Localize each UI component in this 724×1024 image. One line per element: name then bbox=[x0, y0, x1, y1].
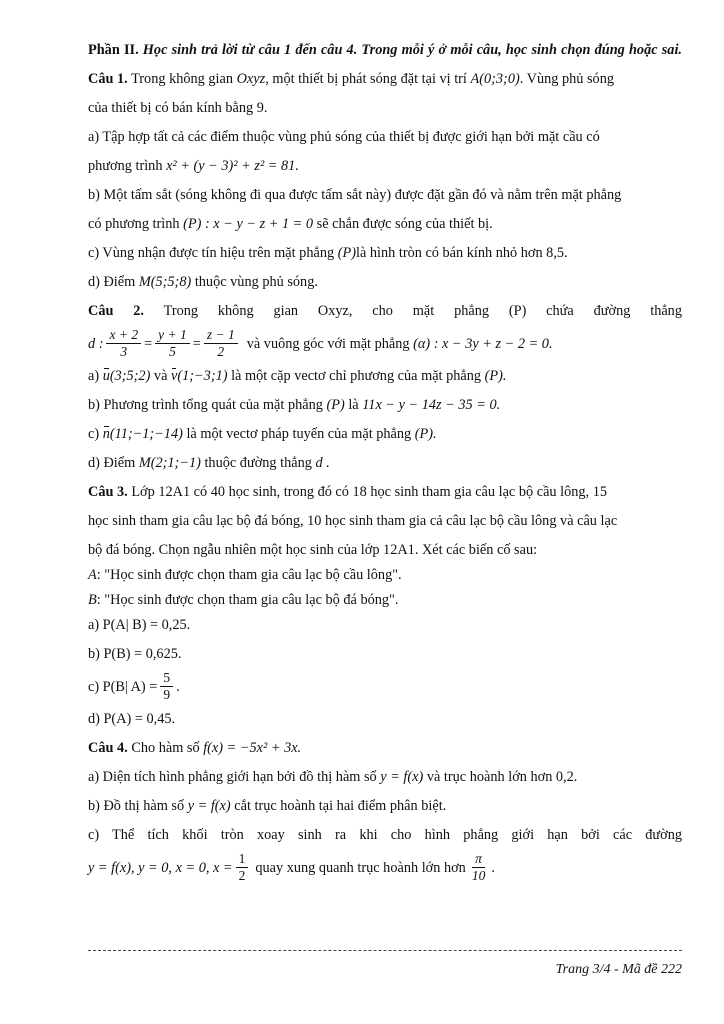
q2-option-c: c) n(11;−1;−14) là một vectơ pháp tuyến của mặt phẳng (P). bbox=[88, 426, 437, 442]
q1-space: Oxyz bbox=[236, 71, 266, 87]
part-instruction: Học sinh trả lời từ câu 1 đến câu 4. Trong mỗi ý ở mỗi câu, học sinh chọn đúng hoặc sai. bbox=[142, 42, 682, 58]
q2-fraction-z: $\frac{z - 1}{2}$ bbox=[204, 327, 238, 360]
q3-option-c: c) P(B| A) = $\frac{5}{9}$ . bbox=[88, 670, 180, 702]
q3-stem-line1: Câu 3. Lớp 12A1 có 40 học sinh, trong đó có 18 học sinh tham gia câu lạc bộ cầu lông, 15 bbox=[88, 484, 607, 500]
q3-option-b: b) P(B) = 0,625. bbox=[88, 646, 182, 662]
q4-option-b: b) Đồ thị hàm số y = f(x) cắt trục hoành tại hai điểm phân biệt. bbox=[88, 798, 447, 814]
q2-option-a: a) u(3;5;2) và v(1;−3;1) là một cặp vectơ chỉ phương của mặt phẳng (P). bbox=[88, 368, 507, 384]
exam-page bbox=[88, 40, 682, 884]
q2-option-d: d) Điểm M(2;1;−1) thuộc đường thẳng d . bbox=[88, 455, 330, 471]
q2-line-equation: d : $\frac{x + 2}{3}$ = $\frac{y + 1}{5}$ = $\frac{z - 1}{2}$ và vuông góc với mặt phẳng (α) : x − 3y + z − 2 = 0. bbox=[88, 327, 553, 359]
q3-option-d: d) P(A) = 0,45. bbox=[88, 711, 176, 727]
q2-option-b: b) Phương trình tổng quát của mặt phẳng (P) là 11x − y − 14z − 35 = 0. bbox=[88, 397, 501, 413]
q4-fraction-half: $\frac{1}{2}$ bbox=[236, 851, 249, 884]
q3-label: Câu 3. bbox=[88, 484, 128, 500]
q3-stem-line3: bộ đá bóng. Chọn ngẫu nhiên một học sinh của lớp 12A1. Xét các biến cố sau: bbox=[88, 542, 538, 558]
q1-option-a-line2: phương trình x² + (y − 3)² + z² = 81. bbox=[88, 158, 299, 174]
q3-fraction: $\frac{5}{9}$ bbox=[160, 670, 173, 703]
q4-option-c-line2: y = f(x), y = 0, x = 0, x = $\frac{1}{2}$ quay xung quanh trục hoành lớn hơn $\frac{\pi}{10}$ . bbox=[88, 851, 495, 883]
q2-fraction-y: $\frac{y + 1}{5}$ bbox=[155, 327, 190, 360]
q1-sphere-equation: x² + (y − 3)² + z² = 81. bbox=[166, 158, 299, 174]
q1-plane-equation: (P) : x − y − z + 1 = 0 bbox=[183, 216, 314, 232]
q4-option-a: a) Diện tích hình phẳng giới hạn bởi đồ thị hàm số y = f(x) và trục hoành lớn hơn 0,2. bbox=[88, 769, 578, 785]
q4-stem: Câu 4. Cho hàm số f(x) = −5x² + 3x. bbox=[88, 740, 302, 756]
q2-alpha-plane: (α) : x − 3y + z − 2 = 0. bbox=[413, 335, 553, 352]
q1-option-c: c) Vùng nhận được tín hiệu trên mặt phẳng (P)là hình tròn có bán kính nhỏ hơn 8,5. bbox=[88, 245, 568, 261]
q4-fraction-pi: $\frac{\pi}{10}$ bbox=[471, 851, 486, 883]
q3-stem-line2: học sinh tham gia câu lạc bộ đá bóng, 10 học sinh tham gia cả câu lạc bộ cầu lông và câu lạc bbox=[88, 513, 618, 529]
q1-stem-line2: của thiết bị có bán kính bằng 9. bbox=[88, 100, 268, 116]
q1-stem-line1: Câu 1. Trong không gian Oxyz, một thiết bị phát sóng đặt tại vị trí A(0;3;0). Vùng phủ sóng bbox=[88, 71, 614, 87]
q2-fraction-x: $\frac{x + 2}{3}$ bbox=[106, 327, 141, 360]
q2-vector-n: n bbox=[102, 426, 110, 442]
q2-stem-line1: Câu 2. Trong không gian Oxyz, cho mặt phẳng (P) chứa đường thẳng bbox=[88, 303, 682, 319]
q4-function: f(x) = −5x² + 3x. bbox=[203, 740, 302, 756]
part-label: Phần II. bbox=[88, 42, 139, 58]
footer-divider bbox=[88, 950, 682, 951]
q1-option-d: d) Điểm M(5;5;8) thuộc vùng phủ sóng. bbox=[88, 274, 318, 290]
q1-option-a-line1: a) Tập hợp tất cả các điểm thuộc vùng phủ sóng của thiết bị được giới hạn bởi mặt cầu có bbox=[88, 129, 600, 145]
q1-label: Câu 1. bbox=[88, 71, 128, 87]
q1-option-b-line2: có phương trình (P) : x − y − z + 1 = 0 sẽ chắn được sóng của thiết bị. bbox=[88, 216, 493, 232]
q1-point: A(0;3;0) bbox=[470, 71, 520, 87]
q2-label: Câu 2. bbox=[88, 303, 144, 319]
q3-option-a: a) P(A| B) = 0,25. bbox=[88, 617, 191, 633]
q3-event-b: B: "Học sinh được chọn tham gia câu lạc bộ đá bóng". bbox=[88, 592, 399, 608]
q4-label: Câu 4. bbox=[88, 740, 128, 756]
part-header bbox=[88, 40, 682, 60]
q2-vector-u: u bbox=[102, 368, 110, 384]
q4-option-c-line1: c) Thể tích khối tròn xoay sinh ra khi cho hình phẳng giới hạn bởi các đường bbox=[88, 827, 682, 843]
page-footer: Trang 3/4 - Mã đề 222 bbox=[555, 962, 682, 977]
q2-vector-v: v bbox=[171, 368, 178, 384]
q1-option-b-line1: b) Một tấm sắt (sóng không đi qua được tấm sắt này) được đặt gần đó và nằm trên mặt phẳng bbox=[88, 187, 622, 203]
q3-event-a: A: "Học sinh được chọn tham gia câu lạc bộ cầu lông". bbox=[88, 567, 402, 583]
